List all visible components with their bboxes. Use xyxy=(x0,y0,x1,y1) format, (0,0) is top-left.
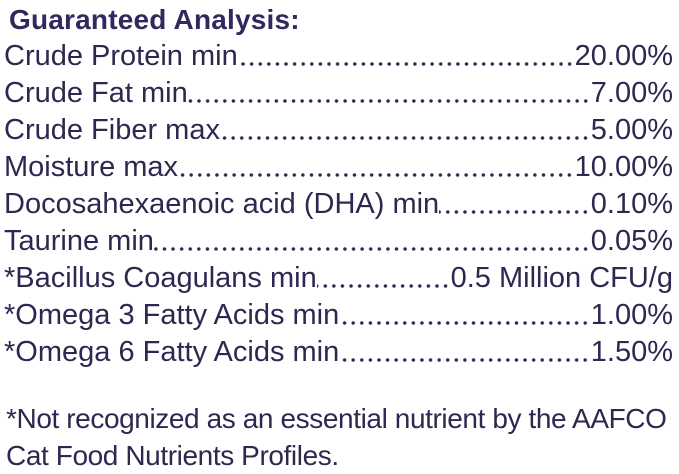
dot-leader xyxy=(238,38,575,75)
footnote: *Not recognized as an essential nutrient by the AAFCO Cat Food Nutrients Profiles. xyxy=(6,403,667,471)
dot-leader xyxy=(339,334,591,371)
nutrient-value: 10.00% xyxy=(574,151,673,183)
dot-leader xyxy=(439,186,591,223)
nutrient-name: *Omega 3 Fatty Acids min xyxy=(4,299,340,331)
dot-leader xyxy=(154,223,591,260)
analysis-row-omega-6 xyxy=(4,334,673,371)
dot-leader xyxy=(188,75,591,112)
nutrient-name: Crude Protein min xyxy=(4,40,238,72)
nutrient-value: 1.50% xyxy=(590,336,673,368)
nutrient-name: *Omega 6 Fatty Acids min xyxy=(4,336,340,368)
nutrient-value: 0.10% xyxy=(590,188,673,220)
nutrient-value: 0.05% xyxy=(590,225,673,257)
nutrient-name: Docosahexaenoic acid (DHA) min xyxy=(4,188,440,220)
dot-leader xyxy=(178,149,575,186)
analysis-row-moisture xyxy=(4,149,673,186)
section-title: Guaranteed Analysis: xyxy=(9,4,300,35)
nutrient-name: *Bacillus Coagulans min xyxy=(4,262,317,294)
analysis-row-crude-fiber xyxy=(4,112,673,149)
dot-leader xyxy=(317,260,451,297)
nutrient-value: 7.00% xyxy=(590,77,673,109)
analysis-row-crude-fat xyxy=(4,75,673,112)
analysis-row-crude-protein xyxy=(4,38,673,75)
nutrient-value: 1.00% xyxy=(590,299,673,331)
analysis-row-omega-3 xyxy=(4,297,673,334)
nutrient-name: Moisture max xyxy=(4,151,179,183)
dot-leader xyxy=(339,297,591,334)
nutrient-name: Crude Fiber max xyxy=(4,114,220,146)
nutrient-value: 5.00% xyxy=(590,114,673,146)
analysis-row-taurine xyxy=(4,223,673,260)
nutrient-value: 0.5 Million CFU/g xyxy=(450,262,673,294)
analysis-table xyxy=(4,38,673,371)
analysis-row-dha xyxy=(4,186,673,223)
analysis-row-bacillus-coagulans xyxy=(4,260,673,297)
dot-leader xyxy=(220,112,591,149)
nutrient-name: Taurine min xyxy=(4,225,154,257)
nutrient-name: Crude Fat min xyxy=(4,77,188,109)
nutrient-value: 20.00% xyxy=(574,40,673,72)
